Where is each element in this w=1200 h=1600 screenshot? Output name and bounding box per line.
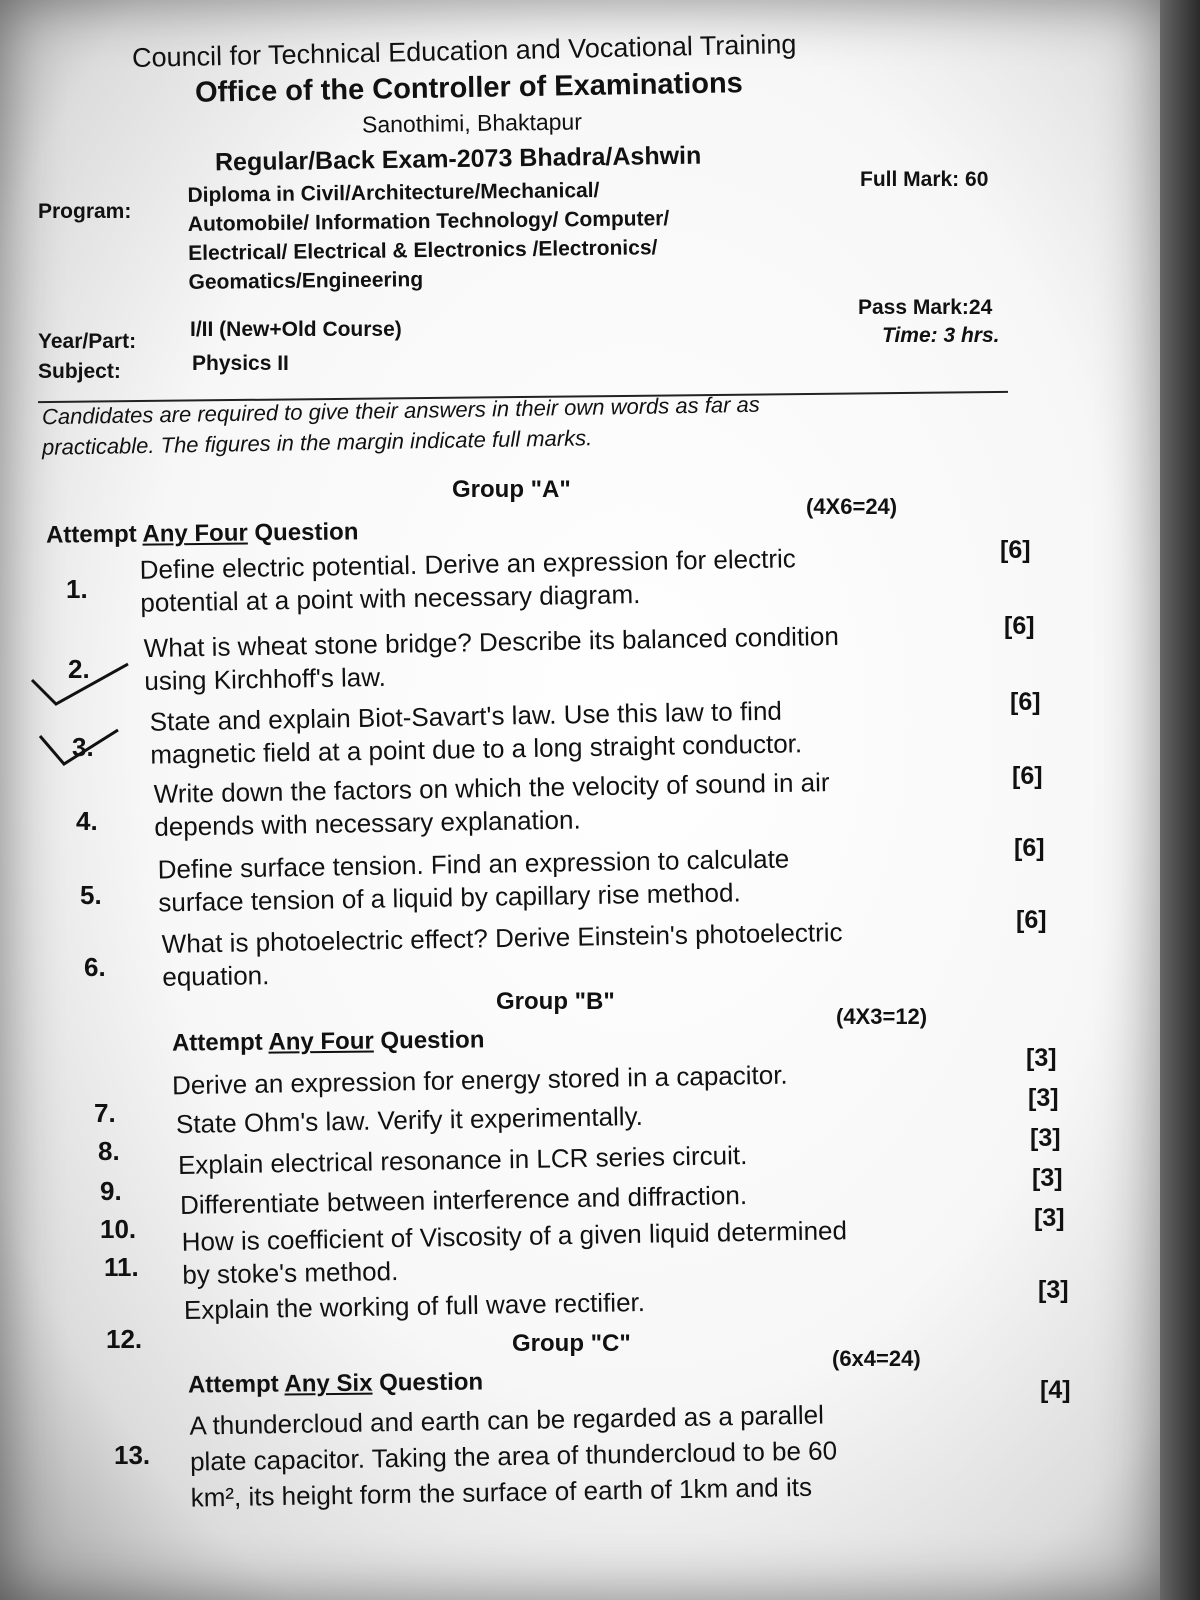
question-number: 10.: [100, 1214, 137, 1244]
question-line: magnetic field at a point due to a long straight conductor.: [150, 728, 803, 770]
question-line: equation.: [162, 960, 270, 992]
question-text: [143, 620, 839, 698]
question-mark: [6]: [1000, 536, 1031, 564]
yearpart-label: Year/Part:: [38, 330, 137, 353]
question-mark: [3]: [1038, 1276, 1069, 1304]
question-text: Explain electrical resonance in LCR series circuit.: [177, 1140, 748, 1180]
question-text: [189, 1396, 838, 1515]
group-b-title: Group "B": [496, 988, 615, 1015]
question-mark: [6]: [1012, 762, 1043, 790]
program-line: Automobile/ Information Technology/ Computer/: [187, 207, 670, 236]
question-line: potential at a point with necessary diagram.: [140, 578, 641, 618]
question-line: depends with necessary explanation.: [154, 804, 581, 842]
question-line: plate capacitor. Taking the area of thundercloud to be 60: [189, 1435, 838, 1477]
yearpart-value: I/II (New+Old Course): [190, 318, 402, 341]
question-number: 1.: [66, 574, 88, 604]
program-value: [187, 175, 670, 297]
question-line: State and explain Biot-Savart's law. Use this law to find: [149, 695, 783, 737]
attempt-text: Attempt: [171, 1028, 269, 1057]
question-text: [157, 842, 790, 919]
question-line: Write down the factors on which the velocity of sound in air: [153, 767, 830, 809]
pass-mark: Pass Mark:24: [858, 296, 993, 319]
question-line: Define electric potential. Derive an expression for electric: [139, 543, 797, 585]
group-a-attempt: [46, 518, 359, 549]
program-line: Diploma in Civil/Architecture/Mechanical/: [187, 178, 600, 207]
instructions-line-1: Candidates are required to give their answers in their own words as far as: [41, 391, 760, 430]
group-c-attempt: [188, 1368, 483, 1399]
question-line: Define surface tension. Find an expression to calculate: [157, 843, 790, 885]
time: Time: 3 hrs.: [882, 324, 1000, 347]
group-b-attempt: [172, 1026, 485, 1057]
question-text: [139, 542, 796, 619]
attempt-emphasis: Any Four: [142, 519, 248, 548]
group-c-scheme: (6x4=24): [832, 1346, 921, 1371]
council-title: Council for Technical Education and Vocational Training: [131, 29, 797, 73]
instructions-line-2: practicable. The figures in the margin indicate full marks.: [41, 425, 593, 460]
question-mark: [3]: [1026, 1044, 1057, 1072]
question-mark: [3]: [1030, 1124, 1061, 1152]
question-mark: [4]: [1040, 1376, 1071, 1404]
question-number: 5.: [80, 880, 102, 910]
question-mark: [6]: [1016, 906, 1047, 934]
subject-label: Subject:: [38, 360, 121, 383]
question-number: 6.: [84, 952, 106, 982]
question-mark: [3]: [1032, 1164, 1063, 1192]
attempt-text: Question: [373, 1026, 485, 1055]
check-mark-icon: [28, 658, 138, 718]
question-text: [149, 694, 802, 771]
question-line: A thundercloud and earth can be regarded as a parallel: [189, 1399, 825, 1441]
background-edge: [1160, 0, 1200, 1600]
question-number: 7.: [94, 1098, 116, 1128]
question-number: 2.: [68, 654, 90, 684]
question-line: km², its height form the surface of earth of 1km and its: [190, 1471, 813, 1513]
question-number: 9.: [100, 1176, 122, 1206]
question-number: 11.: [104, 1252, 139, 1282]
question-text: [153, 766, 830, 844]
attempt-emphasis: Any Six: [284, 1369, 373, 1398]
question-line: What is wheat stone bridge? Describe its balanced condition: [143, 620, 840, 664]
attempt-text: Attempt: [45, 520, 143, 549]
question-text: Derive an expression for energy stored in a capacitor.: [171, 1059, 788, 1101]
question-text: State Ohm's law. Verify it experimentally.: [175, 1100, 644, 1140]
attempt-emphasis: Any Four: [268, 1027, 374, 1056]
question-mark: [6]: [1010, 688, 1041, 716]
location: Sanothimi, Bhaktapur: [361, 108, 583, 138]
group-b-scheme: (4X3=12): [836, 1004, 928, 1029]
question-number: 12.: [106, 1324, 143, 1354]
program-label: Program:: [38, 200, 132, 223]
program-line: Geomatics/Engineering: [188, 268, 424, 294]
question-line: surface tension of a liquid by capillary rise method.: [158, 877, 741, 918]
question-text: Differentiate between interference and diffraction.: [179, 1180, 748, 1220]
group-a-scheme: (4X6=24): [806, 494, 898, 519]
question-text: Explain the working of full wave rectifier.: [183, 1286, 646, 1326]
question-number: 3.: [72, 732, 94, 762]
question-number: 4.: [76, 806, 98, 836]
question-mark: [3]: [1034, 1204, 1065, 1232]
question-text: [181, 1214, 847, 1292]
question-line: What is photoelectric effect? Derive Einstein's photoelectric: [161, 917, 843, 959]
question-mark: [3]: [1028, 1084, 1059, 1112]
question-number: 8.: [98, 1136, 120, 1166]
attempt-text: Attempt: [187, 1370, 285, 1399]
exam-title: Regular/Back Exam-2073 Bhadra/Ashwin: [214, 141, 702, 177]
attempt-text: Question: [372, 1368, 484, 1397]
subject-value: Physics II: [192, 352, 289, 375]
question-line: by stoke's method.: [182, 1256, 399, 1290]
group-c-title: Group "C": [512, 1330, 631, 1357]
question-mark: [6]: [1004, 612, 1035, 640]
question-mark: [6]: [1014, 834, 1045, 862]
question-line: How is coefficient of Viscosity of a given liquid determined: [181, 1215, 848, 1257]
check-mark-icon: [36, 724, 126, 774]
question-line: using Kirchhoff's law.: [144, 661, 387, 697]
question-number: 13.: [114, 1440, 151, 1470]
question-text: [161, 916, 843, 994]
full-mark: Full Mark: 60: [860, 168, 989, 191]
attempt-text: Question: [247, 518, 359, 547]
group-a-title: Group "A": [452, 476, 571, 503]
program-line: Electrical/ Electrical & Electronics /Electronics/: [188, 236, 658, 265]
office-title: Office of the Controller of Examinations: [194, 67, 744, 109]
